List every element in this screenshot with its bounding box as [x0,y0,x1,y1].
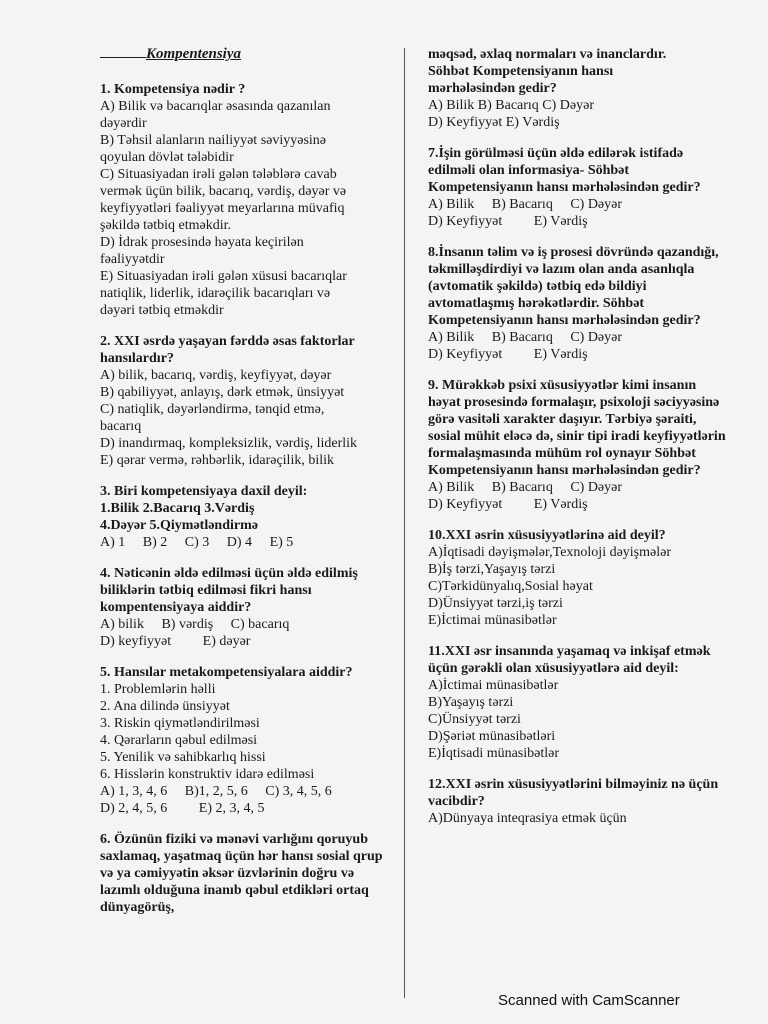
question-9 [428,377,728,513]
answer-line: D)Şəriət münasibətləri [428,729,556,744]
answer-line: şəkildə tətbiq etməkdir. [100,218,232,233]
answer-line: E) qərar vermə, rəhbərlik, idarəçilik, bilik [100,453,335,468]
options-row [100,534,390,551]
answer-line: dəyərdir [100,116,147,131]
answer-line: C) Situasiyadan irəli gələn tələblərə cavab [100,167,337,182]
options-row [100,800,390,817]
answer-line: A) bilik, bacarıq, vərdiş, keyfiyyət, dəyər [100,368,332,383]
question-1 [100,81,390,319]
item-list-line: 4.Dəyər 5.Qiymətləndirmə [100,518,258,533]
question-text: mərhələsindən gedir? [428,81,557,96]
answer-line: natiqlik, liderlik, idarəçilik bacarıqları və [100,286,331,301]
option: B) Bacarıq [491,480,553,495]
answer-line: D) inandırmaq, kompleksizlik, vərdiş, liderlik [100,436,358,451]
option: C) Dəyər [570,480,623,495]
question-7 [428,145,728,230]
question-text: 7.İşin görülməsi üçün əldə edilərək istifadə edilməli olan informasiya- Söhbət Kompetensiyanın hansı mərhələsindən gedir? [428,146,701,195]
question-text: məqsəd, əxlaq normaları və inanclardır. [428,47,667,62]
question-text: 3. Biri kompetensiyaya daxil deyil: [100,484,308,499]
answer-line: A)İctimai münasibətlər [428,678,559,693]
answer-line: A)İqtisadi dəyişmələr,Texnoloji dəyişmələr [428,545,672,560]
question-10 [428,527,728,629]
option: A) Bilik [428,480,475,495]
answer-line: E)İqtisadi münasibətlər [428,746,560,761]
answer-line: A)Dünyaya inteqrasiya etmək üçün [428,811,627,826]
option: E) dəyər [202,634,251,649]
option: A) bilik [100,617,144,632]
answer-line: C)Ünsiyyət tərzi [428,712,521,727]
options-row [428,329,728,346]
answer-line: keyfiyyətləri fəaliyyət meyarlarına müvafiq [100,201,345,216]
item-list-line: 1.Bilik 2.Bacarıq 3.Vərdiş [100,501,255,516]
option: A) 1 [100,535,126,550]
question-6 [100,831,390,916]
option: B) vərdiş [161,617,214,632]
list-line: 6. Hisslərin konstruktiv idarə edilməsi [100,767,315,782]
left-column [100,46,390,930]
option: E) Vərdiş [533,497,588,512]
question-text: 9. Mürəkkəb psixi xüsusiyyətlər kimi insanın həyat prosesində formalaşır, psixoloji səciyyəsinə görə vasitəli xarakter daşıyır. Tərbiyə şəraiti, sosial mühit eləcə də, sinir tipi iradi keyfiyyətlərin formalaşmasında mühüm rol oynayır Söhbət Kompetensiyanın hansı mərhələsindən gedir? [428,378,726,478]
option: B) Bacarıq [491,330,553,345]
list-line: 5. Yenilik və sahibkarlıq hissi [100,750,266,765]
right-column [428,46,728,841]
answer-line: dəyəri tətbiq etməkdir [100,303,224,318]
options-row [428,496,728,513]
answer-line: B)Yaşayış tərzi [428,695,514,710]
option: E) Vərdiş [533,214,588,229]
option: D) keyfiyyət [100,634,172,649]
answer-line: C) natiqlik, dəyərləndirmə, tənqid etmə, [100,402,325,417]
question-text: 10.XXI əsrin xüsusiyyətlərinə aid deyil? [428,528,666,543]
answer-line: E)İctimai münasibətlər [428,613,557,628]
options-row [428,196,728,213]
page-title [146,46,390,63]
option: C) bacarıq [230,617,290,632]
question-2 [100,333,390,469]
answer-line: A) Bilik və bacarıqlar əsasında qazanılan [100,99,331,114]
question-4 [100,565,390,650]
question-text: 1. Kompetensiya nədir ? [100,82,246,97]
question-3 [100,483,390,551]
option: B)1, 2, 5, 6 [184,784,248,799]
question-12 [428,776,728,827]
question-text: 8.İnsanın təlim və iş prosesi dövründə qazandığı, təkmilləşdirdiyi və lazım olan anda asanlıqla (avtomatik şəkildə) tətbiq edə bildiyi avtomatlaşmış hərəkətlərdir. Söhbət Kompetensiyanın hansı mərhələsindən gedir? [428,245,719,328]
option: D) Keyfiyyət [428,497,503,512]
answer-line: bacarıq [100,419,142,434]
option: A) 1, 3, 4, 6 [100,784,168,799]
options-row [100,616,390,633]
page-title-text: Kompentensiya [146,46,242,62]
question-text: 6. Özünün fiziki və mənəvi varlığını qoruyub saxlamaq, yaşatmaq üçün hər hansı sosial qrup və ya cəmiyyətin əksər üzvlərinin doğru və lazımlı olduğuna inanıb qəbul etdikləri ortaq dünyagörüş, [100,832,383,915]
option: E) 5 [269,535,294,550]
question-text: 2. XXI əsrdə yaşayan fərddə əsas faktorlar hansılardır? [100,334,355,366]
answer-line: qoyulan dövlət tələbidir [100,150,234,165]
option: E) 2, 3, 4, 5 [198,801,265,816]
options-row [428,346,728,363]
question-8 [428,244,728,363]
option: C) Dəyər [570,330,623,345]
options-row [428,479,728,496]
question-5 [100,664,390,817]
option: E) Vərdiş [533,347,588,362]
option: A) Bilik [428,330,475,345]
question-text: 5. Hansılar metakompetensiyalara aiddir? [100,665,353,680]
list-line: 4. Qərarların qəbul edilməsi [100,733,258,748]
options-row [100,633,390,650]
option: D) 2, 4, 5, 6 [100,801,168,816]
options-row: D) Keyfiyyət E) Vərdiş [428,115,560,130]
answer-line: E) Situasiyadan irəli gələn xüsusi bacarıqlar [100,269,347,284]
option: C) 3, 4, 5, 6 [265,784,332,799]
answer-line: D)Ünsiyyət tərzi,iş tərzi [428,596,563,611]
question-text: 12.XXI əsrin xüsusiyyətlərini bilməyiniz nə üçün vacibdir? [428,777,719,809]
option: A) Bilik [428,197,475,212]
option: B) Bacarıq [491,197,553,212]
answer-line: vermək üçün bilik, bacarıq, vərdiş, dəyər və [100,184,347,199]
option: D) 4 [226,535,253,550]
question-text: Söhbət Kompetensiyanın hansı [428,64,614,79]
column-divider [404,48,405,998]
camscanner-watermark: Scanned with CamScanner [498,992,680,1009]
option: D) Keyfiyyət [428,347,503,362]
option: C) Dəyər [570,197,623,212]
option: C) 3 [184,535,210,550]
options-row [100,783,390,800]
list-line: 3. Riskin qiymətləndirilməsi [100,716,260,731]
question-11 [428,643,728,762]
answer-line: fəaliyyətdir [100,252,165,267]
options-row: A) Bilik B) Bacarıq C) Dəyər [428,98,595,113]
answer-line: B)İş tərzi,Yaşayış tərzi [428,562,556,577]
question-text: 4. Nəticənin əldə edilməsi üçün əldə edilmiş biliklərin tətbiq edilməsi fikri hansı kompentensiyaya aiddir? [100,566,358,615]
answer-line: D) İdrak prosesində həyata keçirilən [100,235,304,250]
list-line: 2. Ana dilində ünsiyyət [100,699,230,714]
option: B) 2 [142,535,168,550]
list-line: 1. Problemlərin həlli [100,682,216,697]
answer-line: B) qabiliyyət, anlayış, dərk etmək, ünsiyyət [100,385,345,400]
question-text: 11.XXI əsr insanında yaşamaq və inkişaf etmək üçün gərəkli olan xüsusiyyətlərə aid deyil: [428,644,711,676]
answer-line: B) Təhsil alanların nailiyyət səviyyəsinə [100,133,327,148]
options-row [428,213,728,230]
option: D) Keyfiyyət [428,214,503,229]
question-6-continued [428,46,728,131]
answer-line: C)Tərkidünyalıq,Sosial həyat [428,579,593,594]
